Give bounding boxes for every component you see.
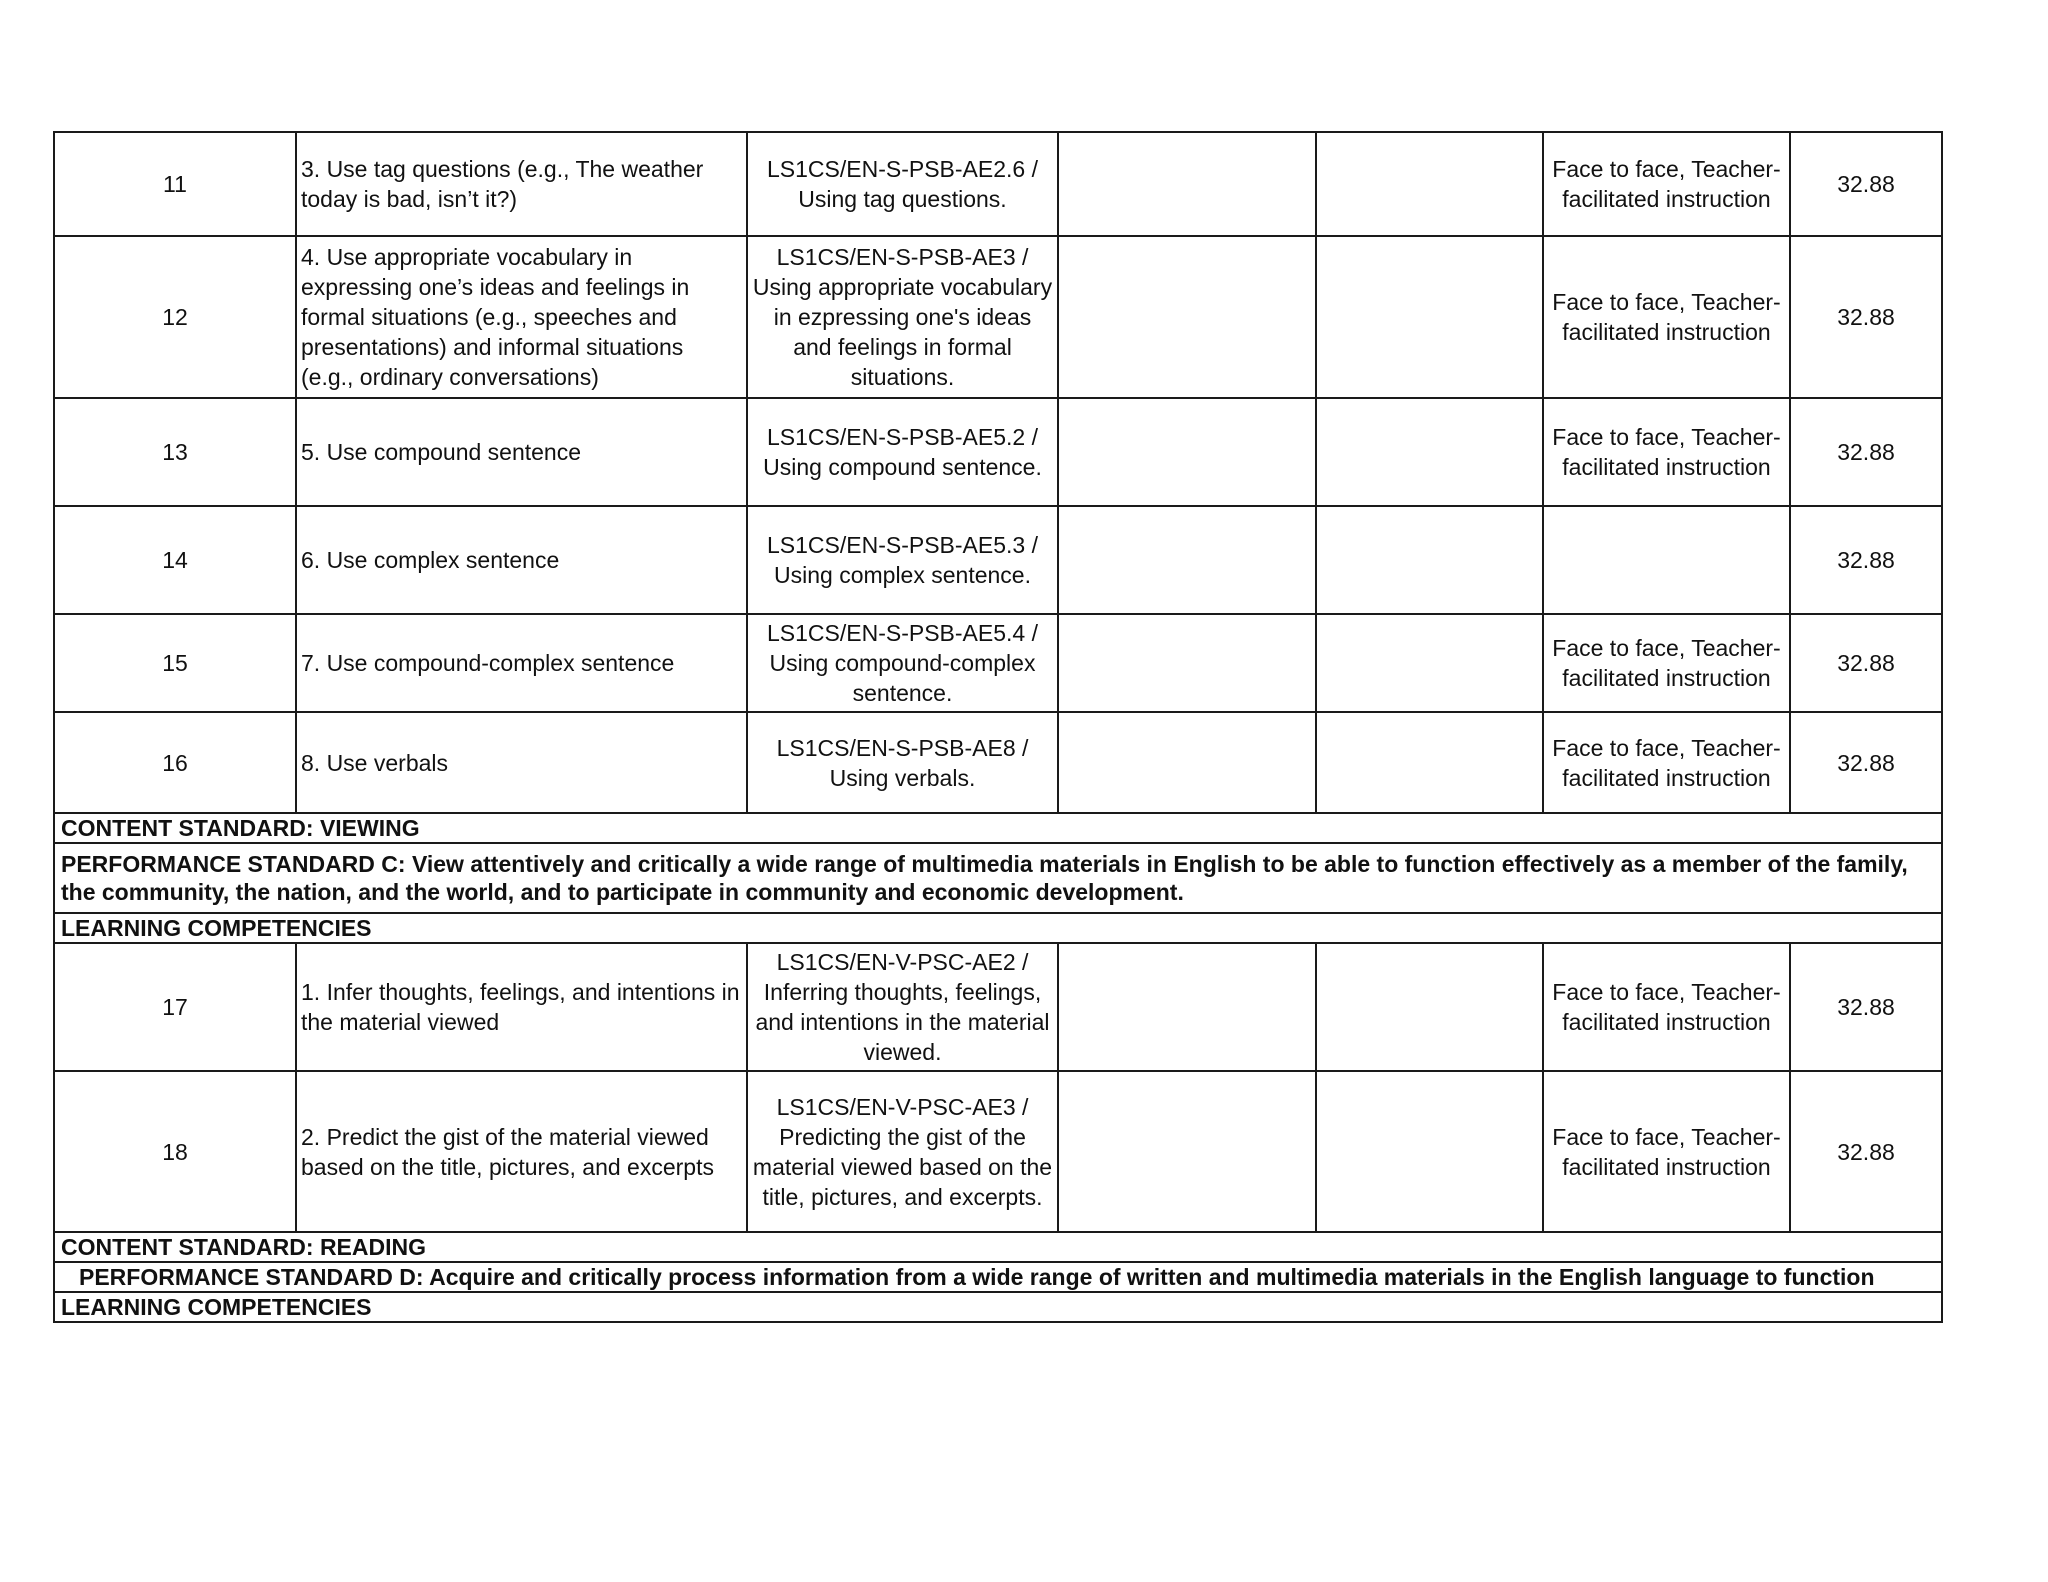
- empty-cell: [1058, 943, 1316, 1071]
- hours-cell: 32.88: [1790, 132, 1942, 236]
- hours-cell: 32.88: [1790, 943, 1942, 1071]
- mode-cell: Face to face, Teacher-facilitated instruction: [1543, 1071, 1790, 1232]
- learning-competencies-heading: LEARNING COMPETENCIES: [54, 913, 1942, 943]
- learning-competencies-heading: LEARNING COMPETENCIES: [54, 1292, 1942, 1322]
- row-number: 11: [54, 132, 296, 236]
- empty-cell: [1316, 506, 1543, 614]
- hours-cell: 32.88: [1790, 236, 1942, 398]
- row-number: 14: [54, 506, 296, 614]
- hours-cell: 32.88: [1790, 712, 1942, 813]
- empty-cell: [1058, 614, 1316, 712]
- curriculum-table: [53, 131, 1943, 1323]
- competency-cell: 4. Use appropriate vocabulary in expressing one’s ideas and feelings in formal situations (e.g., speeches and presentations) and informal situations (e.g., ordinary conversations): [296, 236, 747, 398]
- section-row: [54, 813, 1942, 843]
- performance-standard-d: PERFORMANCE STANDARD D: Acquire and critically process information from a wide range of written and multimedia materials in the English language to function: [54, 1262, 1942, 1292]
- competency-cell: 6. Use complex sentence: [296, 506, 747, 614]
- competency-cell: 5. Use compound sentence: [296, 398, 747, 506]
- table-row: [54, 1071, 1942, 1232]
- row-number: 18: [54, 1071, 296, 1232]
- empty-cell: [1058, 132, 1316, 236]
- empty-cell: [1058, 712, 1316, 813]
- table-row: [54, 712, 1942, 813]
- code-cell: LS1CS/EN-S-PSB-AE8 / Using verbals.: [747, 712, 1058, 813]
- empty-cell: [1058, 398, 1316, 506]
- table-row: [54, 132, 1942, 236]
- content-standard-viewing: CONTENT STANDARD: VIEWING: [54, 813, 1942, 843]
- table-row: [54, 398, 1942, 506]
- hours-cell: 32.88: [1790, 614, 1942, 712]
- mode-cell: Face to face, Teacher-facilitated instruction: [1543, 943, 1790, 1071]
- performance-standard-c: PERFORMANCE STANDARD C: View attentively and critically a wide range of multimedia materials in English to be able to function effectively as a member of the family, the community, the nation, and the world, and to participate in community and economic development.: [54, 843, 1942, 913]
- row-number: 12: [54, 236, 296, 398]
- empty-cell: [1058, 1071, 1316, 1232]
- competency-cell: 3. Use tag questions (e.g., The weather today is bad, isn’t it?): [296, 132, 747, 236]
- empty-cell: [1316, 236, 1543, 398]
- competency-cell: 8. Use verbals: [296, 712, 747, 813]
- empty-cell: [1316, 132, 1543, 236]
- section-row: [54, 843, 1942, 913]
- code-cell: LS1CS/EN-S-PSB-AE5.3 / Using complex sentence.: [747, 506, 1058, 614]
- code-cell: LS1CS/EN-S-PSB-AE2.6 / Using tag questions.: [747, 132, 1058, 236]
- mode-cell: Face to face, Teacher-facilitated instruction: [1543, 398, 1790, 506]
- empty-cell: [1058, 236, 1316, 398]
- code-cell: LS1CS/EN-V-PSC-AE3 / Predicting the gist of the material viewed based on the title, pictures, and excerpts.: [747, 1071, 1058, 1232]
- section-row: [54, 1292, 1942, 1322]
- table-row: [54, 236, 1942, 398]
- row-number: 16: [54, 712, 296, 813]
- empty-cell: [1316, 398, 1543, 506]
- mode-cell: [1543, 506, 1790, 614]
- hours-cell: 32.88: [1790, 398, 1942, 506]
- mode-cell: Face to face, Teacher-facilitated instruction: [1543, 614, 1790, 712]
- section-row: [54, 1262, 1942, 1292]
- row-number: 13: [54, 398, 296, 506]
- competency-cell: 1. Infer thoughts, feelings, and intentions in the material viewed: [296, 943, 747, 1071]
- empty-cell: [1316, 712, 1543, 813]
- section-row: [54, 913, 1942, 943]
- mode-cell: Face to face, Teacher-facilitated instruction: [1543, 236, 1790, 398]
- competency-cell: 7. Use compound-complex sentence: [296, 614, 747, 712]
- code-cell: LS1CS/EN-S-PSB-AE5.4 / Using compound-complex sentence.: [747, 614, 1058, 712]
- mode-cell: Face to face, Teacher-facilitated instruction: [1543, 132, 1790, 236]
- code-cell: LS1CS/EN-S-PSB-AE5.2 / Using compound sentence.: [747, 398, 1058, 506]
- table-row: [54, 506, 1942, 614]
- code-cell: LS1CS/EN-V-PSC-AE2 / Inferring thoughts, feelings, and intentions in the material viewed.: [747, 943, 1058, 1071]
- empty-cell: [1316, 614, 1543, 712]
- code-cell: LS1CS/EN-S-PSB-AE3 / Using appropriate vocabulary in ezpressing one's ideas and feelings in formal situations.: [747, 236, 1058, 398]
- row-number: 15: [54, 614, 296, 712]
- content-standard-reading: CONTENT STANDARD: READING: [54, 1232, 1942, 1262]
- table-row: [54, 943, 1942, 1071]
- empty-cell: [1316, 943, 1543, 1071]
- mode-cell: Face to face, Teacher-facilitated instruction: [1543, 712, 1790, 813]
- empty-cell: [1058, 506, 1316, 614]
- row-number: 17: [54, 943, 296, 1071]
- empty-cell: [1316, 1071, 1543, 1232]
- competency-cell: 2. Predict the gist of the material viewed based on the title, pictures, and excerpts: [296, 1071, 747, 1232]
- hours-cell: 32.88: [1790, 506, 1942, 614]
- table-row: [54, 614, 1942, 712]
- hours-cell: 32.88: [1790, 1071, 1942, 1232]
- section-row: [54, 1232, 1942, 1262]
